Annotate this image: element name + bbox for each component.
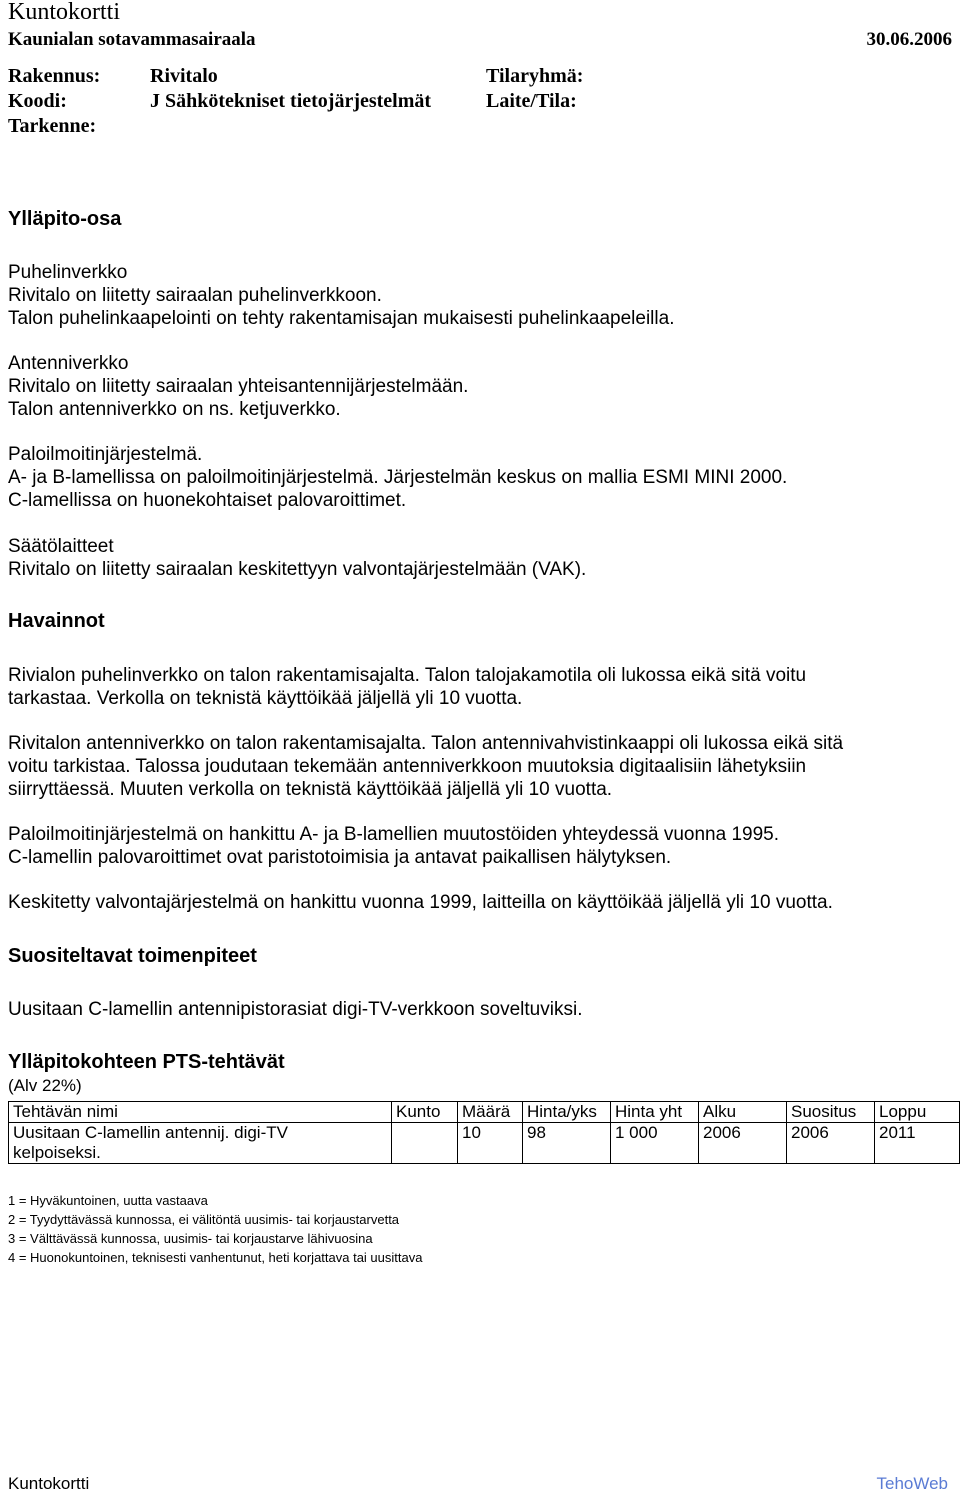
column-header-task-name: Tehtävän nimi <box>9 1102 392 1123</box>
paragraph-line: siirryttäessä. Muuten verkolla on teknistä käyttöikää jäljellä yli 10 vuotta. <box>8 779 613 800</box>
meta-label-secondary: Laite/Tila: <box>486 90 577 112</box>
meta-row-building <box>8 64 908 89</box>
block-title: Säätölaitteet <box>8 536 114 557</box>
vat-note: (Alv 22%) <box>8 1076 82 1095</box>
column-header-recommended: Suositus <box>787 1102 875 1123</box>
tasks-table <box>8 1101 960 1164</box>
paragraph-line: Paloilmoitinjärjestelmä on hankittu A- ja B-lamellien muutostöiden yhteydessä vuonna 1995. <box>8 824 779 845</box>
table-header-row <box>9 1102 960 1123</box>
meta-label: Koodi: <box>8 90 67 112</box>
meta-row-specifier <box>8 114 908 139</box>
task-recommended-cell: 2006 <box>787 1123 875 1164</box>
block-title: Paloilmoitinjärjestelmä. <box>8 444 203 465</box>
task-total-price-cell: 1 000 <box>611 1123 699 1164</box>
task-name-line: kelpoiseksi. <box>13 1143 101 1162</box>
recommendation-text: Uusitaan C-lamellin antennipistorasiat digi-TV-verkkoon soveltuviksi. <box>8 999 583 1020</box>
legend-item: 2 = Tyydyttävässä kunnossa, ei välitöntä uusimis- tai korjaustarvetta <box>8 1212 400 1227</box>
column-header-unit-price: Hinta/yks <box>523 1102 611 1123</box>
maintenance-block-phone <box>8 261 952 330</box>
column-header-start: Alku <box>699 1102 787 1123</box>
maintenance-block-antenna <box>8 352 952 421</box>
block-line: Rivitalo on liitetty sairaalan keskitettyyn valvontajärjestelmään (VAK). <box>8 559 587 580</box>
paragraph-line: voitu tarkistaa. Talossa joudutaan tekemään antenniverkkoon muutoksia digitaalisiin lähetyksiin <box>8 756 807 777</box>
legend-item: 3 = Välttävässä kunnossa, uusimis- tai korjaustarve lähivuosina <box>8 1231 373 1246</box>
recommendations-heading: Suositeltavat toimenpiteet <box>8 945 257 967</box>
block-line: Rivitalo on liitetty sairaalan yhteisantennijärjestelmään. <box>8 376 469 397</box>
task-end-cell: 2011 <box>875 1123 960 1164</box>
block-line: A- ja B-lamellissa on paloilmoitinjärjestelmä. Järjestelmän keskus on mallia ESMI MINI 2000. <box>8 467 788 488</box>
block-line: C-lamellissa on huonekohtaiset palovaroittimet. <box>8 490 407 511</box>
legend-item: 4 = Huonokuntoinen, teknisesti vanhentunut, heti korjattava tai uusittava <box>8 1250 423 1265</box>
task-condition-cell <box>392 1123 458 1164</box>
organization-name: Kaunialan sotavammasairaala <box>8 29 256 50</box>
task-name-cell <box>9 1123 392 1164</box>
paragraph-line: Rivialon puhelinverkko on talon rakentamisajalta. Talon talojakamotila oli lukossa eikä sitä voitu <box>8 665 807 686</box>
meta-row-code <box>8 89 908 114</box>
maintenance-heading: Ylläpito-osa <box>8 208 122 230</box>
meta-label: Tarkenne: <box>8 115 97 137</box>
block-line: Talon puhelinkaapelointi on tehty rakentamisajan mukaisesti puhelinkaapeleilla. <box>8 308 675 329</box>
block-line: Talon antenniverkko on ns. ketjuverkko. <box>8 399 341 420</box>
observations-heading: Havainnot <box>8 610 105 632</box>
meta-label: Rakennus: <box>8 65 101 87</box>
column-header-total-price: Hinta yht <box>611 1102 699 1123</box>
paragraph-line: Rivitalon antenniverkko on talon rakentamisajalta. Talon antennivahvistinkaappi oli lukossa eikä sitä <box>8 733 844 754</box>
document-date: 30.06.2006 <box>866 29 952 50</box>
document-title: Kuntokortti <box>8 0 120 25</box>
task-quantity-cell: 10 <box>458 1123 523 1164</box>
column-header-condition: Kunto <box>392 1102 458 1123</box>
column-header-end: Loppu <box>875 1102 960 1123</box>
meta-value: J Sähkötekniset tietojärjestelmät <box>150 90 432 112</box>
footer-left: Kuntokortti <box>8 1474 90 1493</box>
maintenance-block-controls <box>8 535 952 581</box>
block-title: Antenniverkko <box>8 353 129 374</box>
observation-paragraph-phone <box>8 664 952 710</box>
block-line: Rivitalo on liitetty sairaalan puhelinverkkoon. <box>8 285 382 306</box>
paragraph-line: Keskitetty valvontajärjestelmä on hankittu vuonna 1999, laitteilla on käyttöikää jäljellä yli 10 vuotta. <box>8 892 833 913</box>
observation-paragraph-monitoring <box>8 891 952 914</box>
meta-label-secondary: Tilaryhmä: <box>486 65 584 87</box>
paragraph-line: C-lamellin palovaroittimet ovat paristotoimisia ja antavat paikallisen hälytyksen. <box>8 847 672 868</box>
organization-line <box>8 29 952 51</box>
task-unit-price-cell: 98 <box>523 1123 611 1164</box>
legend-item: 1 = Hyväkuntoinen, uutta vastaava <box>8 1193 208 1208</box>
paragraph-line: tarkastaa. Verkolla on teknistä käyttöikää jäljellä yli 10 vuotta. <box>8 688 523 709</box>
meta-value: Rivitalo <box>150 65 218 87</box>
column-header-quantity: Määrä <box>458 1102 523 1123</box>
condition-legend <box>8 1191 422 1267</box>
table-row <box>9 1123 960 1164</box>
observation-paragraph-antenna <box>8 732 952 801</box>
tasks-heading: Ylläpitokohteen PTS-tehtävät <box>8 1051 285 1073</box>
meta-block <box>8 64 908 139</box>
observation-paragraph-fire-alarm <box>8 823 952 869</box>
block-title: Puhelinverkko <box>8 262 128 283</box>
maintenance-block-fire-alarm <box>8 443 952 512</box>
footer-brand: TehoWeb <box>876 1474 948 1493</box>
task-name-line: Uusitaan C-lamellin antennij. digi-TV <box>13 1123 288 1142</box>
task-start-cell: 2006 <box>699 1123 787 1164</box>
